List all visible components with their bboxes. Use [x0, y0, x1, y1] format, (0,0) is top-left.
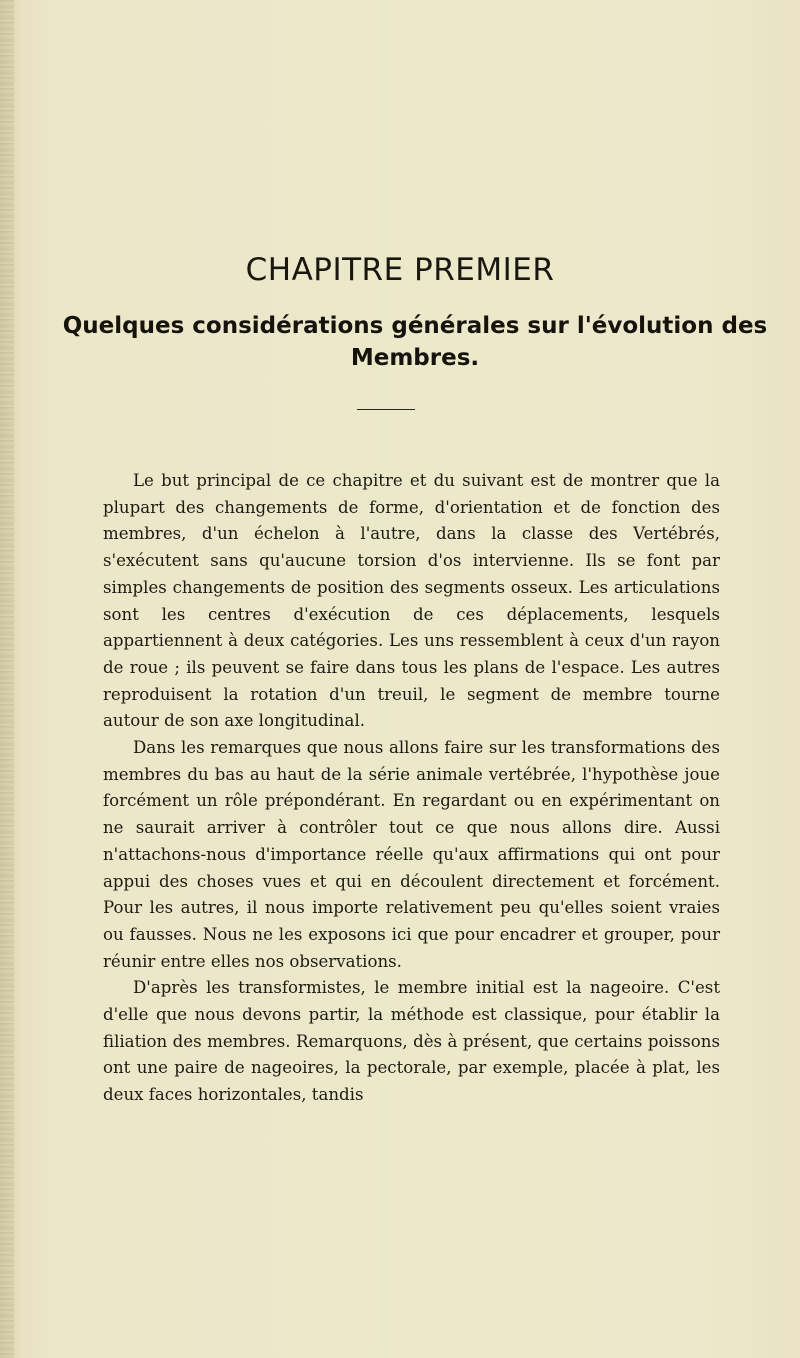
paragraph: Le but principal de ce chapitre et du suivant est de montrer que la plupart des changements de forme, d'orientation et de fonction des membres, d'un échelon à l'autre, dans la classe des Vertébrés, s'exécutent sans qu'aucune torsion d'os intervienne. Ils se font par simples changements de position des segments osseux. Les articulations sont les centres d'exécution de ces déplacements, lesquels appartiennent à deux catégories. Les uns ressemblent à ceux d'un rayon de roue ; ils peuvent se faire dans tous les plans de l'espace. Les autres reproduisent la rotation d'un treuil, le segment de membre tourne autour de son axe longitudinal. [103, 471, 720, 731]
paragraph: D'après les transformistes, le membre initial est la nageoire. C'est d'elle que nous devons partir, la méthode est classique, pour établir la filiation des membres. Remarquons, dès à présent, que certains poissons ont une paire de nageoires, la pectorale, par exemple, placée à plat, les deux faces horizontales, tandis [103, 978, 720, 1105]
chapter-subtitle: Quelques considérations générales sur l'évolution des Membres. [62, 313, 768, 371]
section-divider [357, 409, 415, 410]
paragraph: Dans les remarques que nous allons faire sur les transformations des membres du bas au haut de la série animale vertébrée, l'hypothèse joue forcément un rôle prépondérant. En regardant ou en expérimentant on ne saurait arriver à contrôler tout ce que nous allons dire. Aussi n'attachons-nous d'importance réelle qu'aux affirmations qui ont pour appui des choses vues et qui en découlent directement et forcément. Pour les autres, il nous importe relativement peu qu'elles soient vraies ou fausses. Nous ne les exposons ici que pour encadrer et grouper, pour réunir entre elles nos observations. [103, 738, 720, 971]
body-text [103, 468, 720, 1109]
chapter-heading: CHAPITRE PREMIER [245, 252, 555, 288]
page-edge-shadow [0, 0, 14, 1358]
